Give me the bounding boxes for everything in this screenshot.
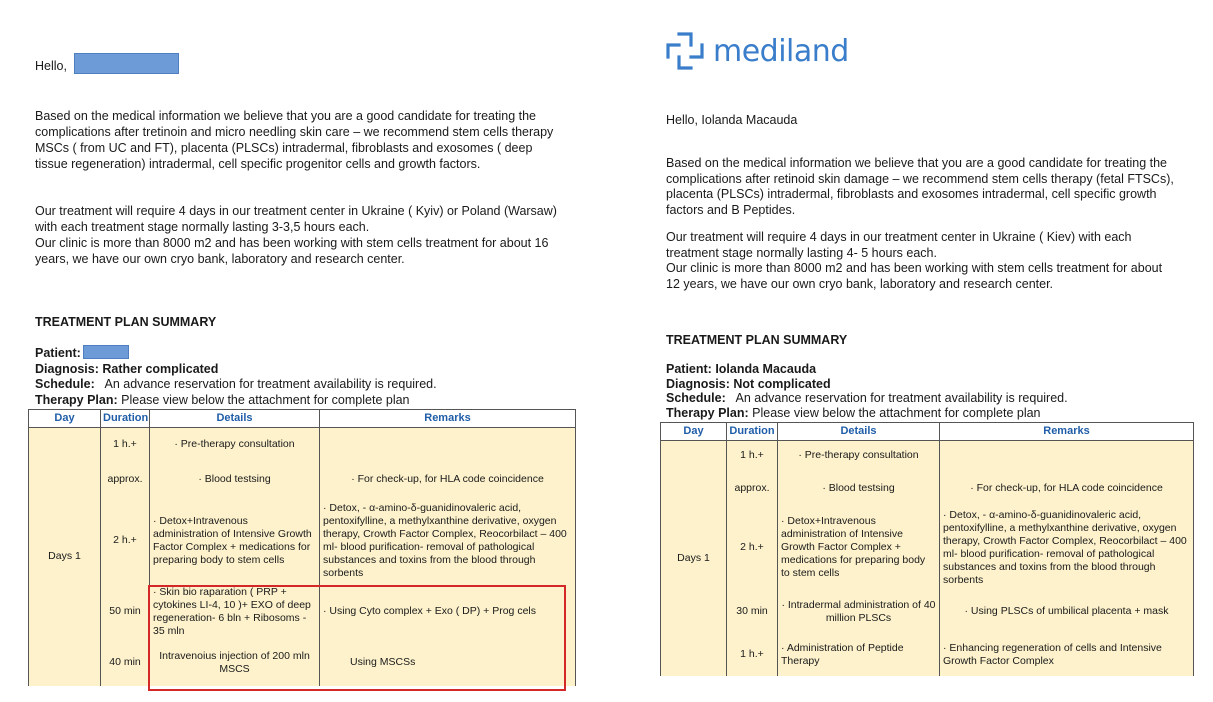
therapy-label: Therapy Plan:	[666, 405, 749, 420]
treatment-text-1: Our treatment will require 4 days in our treatment center in Ukraine ( Kiev) with each treatment stage normally lasting 4- 5 hours each.	[666, 230, 1132, 260]
redacted-name	[74, 53, 179, 74]
table-row	[661, 506, 1194, 590]
treatment-text-2: Our clinic is more than 8000 m2 and has been working with stem cells treatment for about 12 years, we have our own cryo bank, laboratory and research center.	[666, 261, 1163, 291]
remarks-cell: · Enhancing regeneration of cells and Intensive Growth Factor Complex	[940, 634, 1194, 676]
intro-paragraph	[35, 108, 560, 172]
remarks-cell	[940, 441, 1194, 471]
section-title: TREATMENT PLAN SUMMARY	[666, 333, 848, 347]
schedule-value: An advance reservation for treatment availability is required.	[104, 377, 437, 391]
details-cell: · Pre-therapy consultation	[778, 441, 940, 471]
intro-paragraph	[666, 156, 1176, 218]
table-header-row	[661, 423, 1194, 441]
patient-label: Patient:	[35, 346, 81, 360]
details-cell: · Blood testsing	[150, 462, 320, 498]
therapy-label: Therapy Plan:	[35, 392, 118, 407]
details-cell: · Detox+Intravenous administration of Intensive Growth Factor Complex + medications for preparing body to stem cells	[778, 506, 940, 590]
details-cell: · Intradermal administration of 40 million PLSCs	[778, 590, 940, 634]
patient-meta	[666, 362, 1206, 420]
highlight-annotation-box	[148, 585, 566, 691]
table-row	[29, 498, 576, 584]
schedule-label: Schedule:	[35, 377, 95, 391]
col-duration: Duration	[727, 423, 778, 441]
duration-cell: 30 min	[727, 590, 778, 634]
remarks-cell: · Using PLSCs of umbilical placenta + mask	[940, 590, 1194, 634]
col-details: Details	[150, 410, 320, 428]
col-duration: Duration	[101, 410, 150, 428]
details-cell: · Blood testsing	[778, 471, 940, 506]
treatment-paragraph	[666, 230, 1176, 292]
day-cell: Days 1	[29, 428, 101, 686]
redacted-patient	[83, 345, 129, 359]
remarks-cell: · For check-up, for HLA code coincidence	[320, 462, 576, 498]
duration-cell: approx.	[727, 471, 778, 506]
details-cell: · Skin bio raparation ( PRP + cytokines LI-4, 10 )+ EXO of deep regeneration- 6 bln + Ribosoms - 35 mln	[150, 584, 320, 640]
logo-text: mediland	[713, 33, 849, 69]
right-document	[640, 0, 1213, 702]
diagnosis-value: Rather complicated	[102, 361, 219, 376]
patient-meta	[35, 346, 575, 408]
table-row	[661, 590, 1194, 634]
greeting-line	[35, 58, 179, 74]
duration-cell: 50 min	[101, 584, 150, 640]
patient-label: Patient:	[666, 362, 712, 376]
details-cell: Intravenoius injection of 200 mln MSCS	[150, 640, 320, 686]
col-remarks: Remarks	[320, 410, 576, 428]
therapy-value: Please view below the attachment for complete plan	[121, 392, 410, 407]
details-cell: · Administration of Peptide Therapy	[778, 634, 940, 676]
col-day: Day	[29, 410, 101, 428]
diagnosis-label: Diagnosis:	[666, 376, 730, 391]
duration-cell: 2 h.+	[727, 506, 778, 590]
col-remarks: Remarks	[940, 423, 1194, 441]
schedule-label: Schedule:	[666, 391, 726, 405]
table-header-row	[29, 410, 576, 428]
duration-cell: 40 min	[101, 640, 150, 686]
remarks-cell: · Detox, - α-amino-δ-guanidinovaleric acid, pentoxifylline, a methylxanthine derivative, oxygen therapy, Crowth Factor Complex, Reocorbilact – 400 ml- blood purification- removal of pathological substances and toxins from the blood through sorbents	[320, 498, 576, 584]
table-row	[661, 634, 1194, 676]
section-title: TREATMENT PLAN SUMMARY	[35, 315, 217, 329]
duration-cell: 1 h.+	[101, 428, 150, 462]
duration-cell: 2 h.+	[101, 498, 150, 584]
remarks-cell: · Detox, - α-amino-δ-guanidinovaleric acid, pentoxifylline, a methylxanthine derivative, oxygen therapy, Crowth Factor Complex, Reocorbilact – 400 ml- blood purification- removal of pathological substances and toxins from the blood through sorbents	[940, 506, 1194, 590]
duration-cell: 1 h.+	[727, 634, 778, 676]
treatment-text-1: Our treatment will require 4 days in our treatment center in Ukraine ( Kyiv) or Poland (Warsaw) with each treatment stage normally lasting 3-3,5 hours each.	[35, 204, 557, 234]
patient-value: Iolanda Macauda	[715, 362, 817, 376]
duration-cell: 1 h.+	[727, 441, 778, 471]
remarks-cell: · Using Cyto complex + Exo ( DP) + Prog cels	[320, 584, 576, 640]
intro-text: Based on the medical information we believe that you are a good candidate for treating the complications after retinoid skin damage – we recommend stem cells therapy (fetal FTSCs), placenta (PLSCs) intradermal, fibroblasts and exosomes intradermal, cell specific growth factors and B Peptides.	[666, 156, 1174, 217]
duration-cell: approx.	[101, 462, 150, 498]
remarks-cell: · For check-up, for HLA code coincidence	[940, 471, 1194, 506]
remarks-cell	[320, 428, 576, 462]
diagnosis-value: Not complicated	[733, 376, 831, 391]
diagnosis-label: Diagnosis:	[35, 361, 99, 376]
day-cell: Days 1	[661, 441, 727, 676]
table-row	[29, 428, 576, 462]
table-row	[661, 441, 1194, 471]
details-cell: · Pre-therapy consultation	[150, 428, 320, 462]
table-row	[29, 462, 576, 498]
col-day: Day	[661, 423, 727, 441]
remarks-cell: Using MSCSs	[320, 640, 576, 686]
greeting: Hello,	[35, 59, 67, 73]
table-row	[661, 471, 1194, 506]
details-cell: · Detox+Intravenous administration of Intensive Growth Factor Complex + medications for preparing body to stem cells	[150, 498, 320, 584]
therapy-value: Please view below the attachment for complete plan	[752, 405, 1041, 420]
greeting: Hello, Iolanda Macauda	[666, 113, 798, 127]
treatment-paragraph	[35, 203, 560, 267]
treatment-text-2: Our clinic is more than 8000 m2 and has been working with stem cells treatment for about 16 years, we have our own cryo bank, laboratory and research center.	[35, 236, 549, 266]
col-details: Details	[778, 423, 940, 441]
treatment-table	[660, 422, 1194, 676]
schedule-value: An advance reservation for treatment availability is required.	[735, 391, 1068, 405]
intro-text: Based on the medical information we believe that you are a good candidate for treating the complications after tretinoin and micro needling skin care – we recommend stem cells therapy MSCs ( from UC and FT), placenta (PLSCs) intradermal, fibroblasts and exosomes ( deep tissue regeneration) intradermal, cell specific progenitor cells and growth factors.	[35, 109, 554, 171]
